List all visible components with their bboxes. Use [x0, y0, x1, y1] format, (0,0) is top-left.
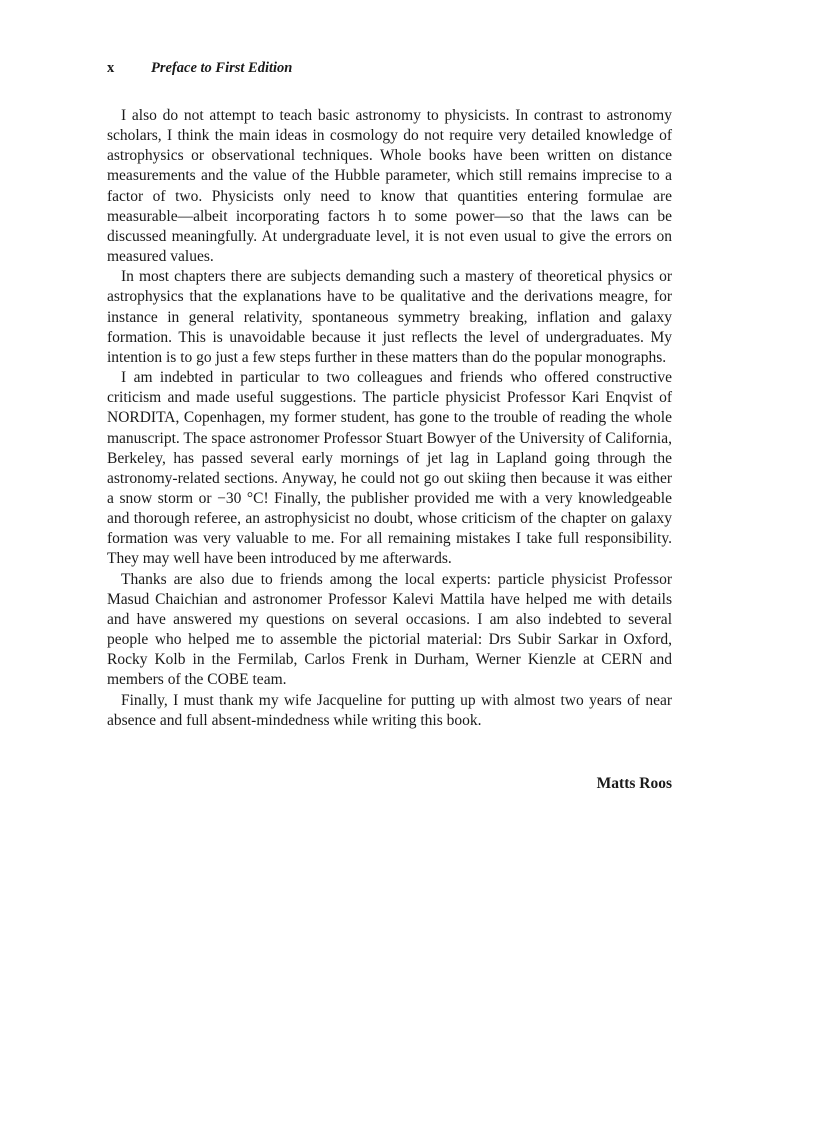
running-head	[107, 58, 672, 78]
page-number: x	[107, 60, 115, 76]
paragraph: Thanks are also due to friends among the local experts: particle physicist Professor Masud Chaichian and astronomer Professor Kalevi Mattila have helped me with details and have answered my questions on several occasions. I am also indebted to several people who helped me to assemble the pictorial material: Drs Subir Sarkar in Oxford, Rocky Kolb in the Fermilab, Carlos Frenk in Durham, Werner Kienzle at CERN and members of the COBE team.	[107, 570, 672, 689]
page	[107, 58, 672, 794]
paragraph: I am indebted in particular to two colleagues and friends who offered constructive criticism and made useful suggestions. The particle physicist Professor Kari Enqvist of NORDITA, Copenhagen, my former student, has gone to the trouble of reading the whole manuscript. The space astronomer Professor Stuart Bowyer of the University of California, Berkeley, has passed several early mornings of jet lag in Lapland going through the astronomy-related sections. Anyway, he could not go out skiing then because it was either a snow storm or −30 °C! Finally, the publisher provided me with a very knowledgeable and thorough referee, an astrophysicist no doubt, whose criticism of the chapter on galaxy formation was very valuable to me. For all remaining mistakes I take full responsibility. They may well have been introduced by me afterwards.	[107, 369, 672, 568]
author-signature: Matts Roos	[596, 774, 672, 792]
paragraph: I also do not attempt to teach basic astronomy to physicists. In contrast to astronomy scholars, I think the main ideas in cosmology do not require very detailed knowledge of astrophysics or observational techniques. Whole books have been written on distance measurements and the value of the Hubble parameter, which still remains imprecise to a factor of two. Physicists only need to know that quantities entering formulae are measurable—albeit incorporating factors h to some power—so that the laws can be discussed meaningfully. At undergraduate level, it is not even usual to give the errors on measured values.	[107, 107, 672, 266]
paragraph: In most chapters there are subjects demanding such a mastery of theoretical physics or astrophysics that the explanations have to be qualitative and the derivations meagre, for instance in general relativity, spontaneous symmetry breaking, inflation and galaxy formation. This is unavoidable because it just reflects the level of undergraduates. My intention is to go just a few steps further in these matters than do the popular monographs.	[107, 268, 672, 366]
preface-body	[107, 106, 672, 731]
paragraph: Finally, I must thank my wife Jacqueline for putting up with almost two years of near absence and full absent-mindedness while writing this book.	[107, 691, 672, 729]
running-title: Preface to First Edition	[151, 60, 293, 76]
